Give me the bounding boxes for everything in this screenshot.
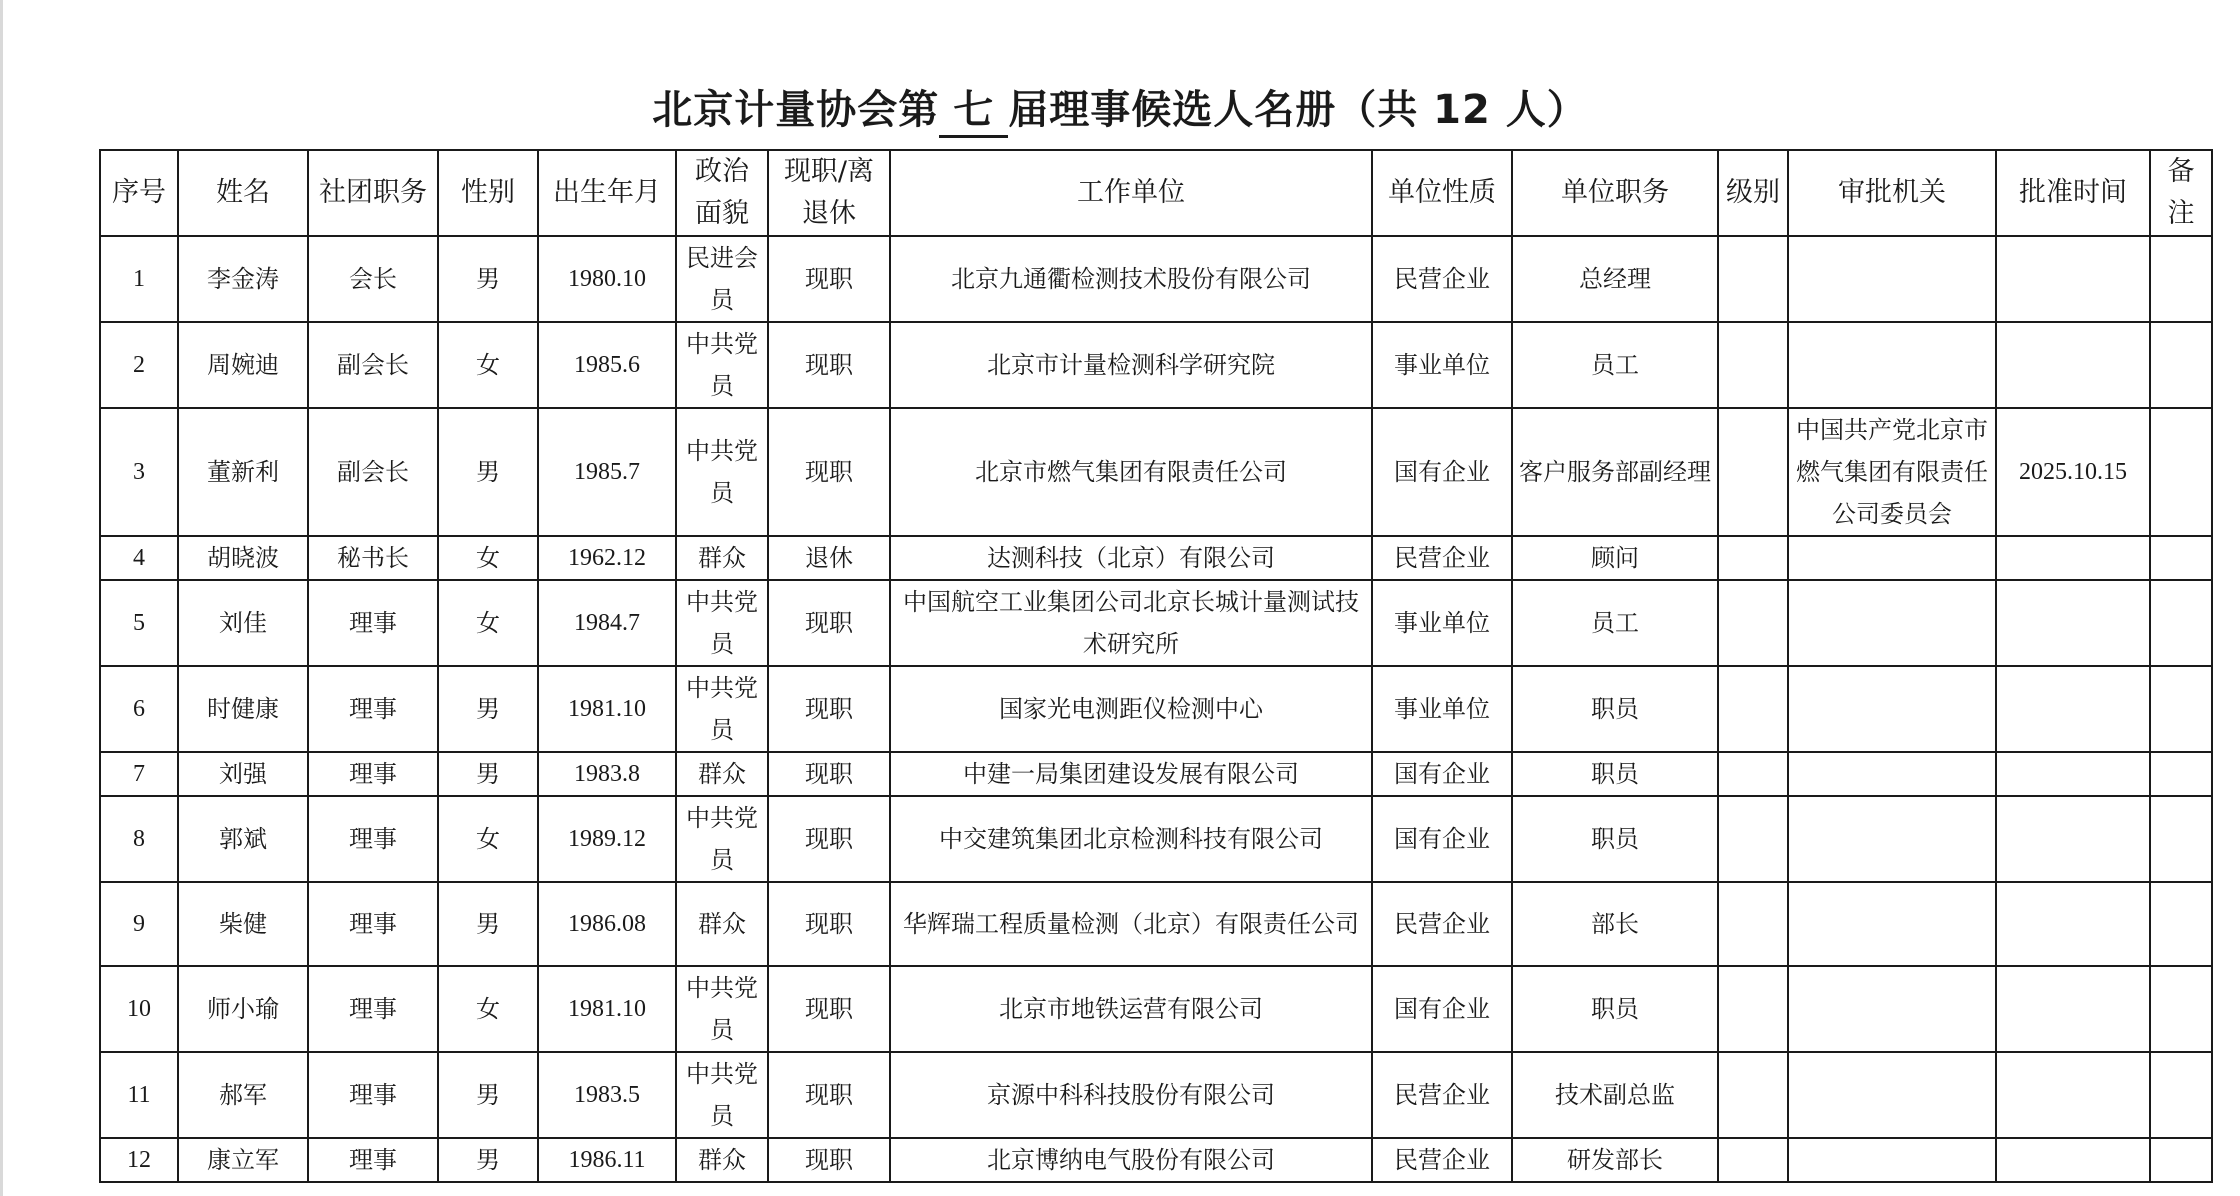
header-org-type: 单位性质 bbox=[1372, 150, 1512, 236]
cell-remarks bbox=[2150, 752, 2212, 796]
cell-role: 理事 bbox=[308, 580, 438, 666]
cell-org-type: 国有企业 bbox=[1372, 966, 1512, 1052]
header-seq: 序号 bbox=[100, 150, 178, 236]
cell-position: 技术副总监 bbox=[1512, 1052, 1718, 1138]
cell-level bbox=[1718, 408, 1788, 536]
cell-political: 中共党员 bbox=[676, 580, 768, 666]
cell-political: 群众 bbox=[676, 1138, 768, 1182]
cell-approval-date: 2025.10.15 bbox=[1996, 408, 2150, 536]
cell-level bbox=[1718, 1052, 1788, 1138]
cell-position: 客户服务部副经理 bbox=[1512, 408, 1718, 536]
cell-birth: 1989.12 bbox=[538, 796, 676, 882]
cell-seq: 7 bbox=[100, 752, 178, 796]
cell-name: 李金涛 bbox=[178, 236, 308, 322]
header-gender: 性别 bbox=[438, 150, 538, 236]
cell-status: 现职 bbox=[768, 752, 890, 796]
cell-role: 理事 bbox=[308, 1138, 438, 1182]
cell-political: 群众 bbox=[676, 752, 768, 796]
cell-seq: 3 bbox=[100, 408, 178, 536]
cell-birth: 1981.10 bbox=[538, 666, 676, 752]
cell-org-type: 民营企业 bbox=[1372, 1138, 1512, 1182]
cell-remarks bbox=[2150, 408, 2212, 536]
cell-approval-date bbox=[1996, 536, 2150, 580]
cell-birth: 1986.08 bbox=[538, 882, 676, 966]
table-row bbox=[100, 1052, 2212, 1138]
table-row bbox=[100, 1138, 2212, 1182]
header-remarks: 备注 bbox=[2150, 150, 2212, 236]
cell-employer: 北京博纳电气股份有限公司 bbox=[890, 1138, 1372, 1182]
cell-level bbox=[1718, 536, 1788, 580]
cell-approver bbox=[1788, 796, 1996, 882]
table-row bbox=[100, 666, 2212, 752]
cell-status: 现职 bbox=[768, 1052, 890, 1138]
cell-employer: 北京市计量检测科学研究院 bbox=[890, 322, 1372, 408]
cell-birth: 1980.10 bbox=[538, 236, 676, 322]
cell-position: 部长 bbox=[1512, 882, 1718, 966]
cell-name: 周婉迪 bbox=[178, 322, 308, 408]
cell-remarks bbox=[2150, 1052, 2212, 1138]
cell-org-type: 国有企业 bbox=[1372, 796, 1512, 882]
header-position: 单位职务 bbox=[1512, 150, 1718, 236]
cell-org-type: 国有企业 bbox=[1372, 408, 1512, 536]
cell-status: 现职 bbox=[768, 666, 890, 752]
table-row bbox=[100, 408, 2212, 536]
cell-approval-date bbox=[1996, 966, 2150, 1052]
cell-position: 职员 bbox=[1512, 966, 1718, 1052]
cell-org-type: 民营企业 bbox=[1372, 536, 1512, 580]
cell-birth: 1985.6 bbox=[538, 322, 676, 408]
cell-approval-date bbox=[1996, 796, 2150, 882]
cell-status: 现职 bbox=[768, 580, 890, 666]
document-title bbox=[0, 80, 2240, 140]
cell-remarks bbox=[2150, 322, 2212, 408]
cell-org-type: 事业单位 bbox=[1372, 322, 1512, 408]
cell-employer: 北京市地铁运营有限公司 bbox=[890, 966, 1372, 1052]
cell-seq: 12 bbox=[100, 1138, 178, 1182]
cell-approver bbox=[1788, 1138, 1996, 1182]
cell-status: 现职 bbox=[768, 1138, 890, 1182]
cell-remarks bbox=[2150, 236, 2212, 322]
cell-approver bbox=[1788, 966, 1996, 1052]
cell-seq: 5 bbox=[100, 580, 178, 666]
cell-status: 现职 bbox=[768, 966, 890, 1052]
cell-employer: 华辉瑞工程质量检测（北京）有限责任公司 bbox=[890, 882, 1372, 966]
table-row bbox=[100, 536, 2212, 580]
cell-name: 刘强 bbox=[178, 752, 308, 796]
cell-status: 退休 bbox=[768, 536, 890, 580]
header-political: 政治面貌 bbox=[676, 150, 768, 236]
cell-role: 理事 bbox=[308, 752, 438, 796]
cell-role: 理事 bbox=[308, 882, 438, 966]
cell-approver bbox=[1788, 1052, 1996, 1138]
cell-approval-date bbox=[1996, 1138, 2150, 1182]
cell-position: 员工 bbox=[1512, 322, 1718, 408]
cell-level bbox=[1718, 966, 1788, 1052]
cell-approver bbox=[1788, 580, 1996, 666]
cell-level bbox=[1718, 796, 1788, 882]
cell-remarks bbox=[2150, 580, 2212, 666]
cell-employer: 中交建筑集团北京检测科技有限公司 bbox=[890, 796, 1372, 882]
cell-position: 顾问 bbox=[1512, 536, 1718, 580]
cell-role: 理事 bbox=[308, 966, 438, 1052]
cell-role: 副会长 bbox=[308, 408, 438, 536]
cell-role: 副会长 bbox=[308, 322, 438, 408]
cell-political: 群众 bbox=[676, 882, 768, 966]
cell-gender: 男 bbox=[438, 1052, 538, 1138]
cell-position: 员工 bbox=[1512, 580, 1718, 666]
cell-employer: 北京市燃气集团有限责任公司 bbox=[890, 408, 1372, 536]
cell-approval-date bbox=[1996, 580, 2150, 666]
cell-name: 时健康 bbox=[178, 666, 308, 752]
cell-seq: 2 bbox=[100, 322, 178, 408]
cell-approval-date bbox=[1996, 236, 2150, 322]
cell-name: 胡晓波 bbox=[178, 536, 308, 580]
cell-approval-date bbox=[1996, 322, 2150, 408]
cell-seq: 10 bbox=[100, 966, 178, 1052]
cell-seq: 8 bbox=[100, 796, 178, 882]
cell-gender: 女 bbox=[438, 796, 538, 882]
header-approver: 审批机关 bbox=[1788, 150, 1996, 236]
header-level: 级别 bbox=[1718, 150, 1788, 236]
title-suffix: 届理事候选人名册（共 12 人） bbox=[1008, 87, 1588, 133]
cell-employer: 中国航空工业集团公司北京长城计量测试技术研究所 bbox=[890, 580, 1372, 666]
cell-gender: 男 bbox=[438, 408, 538, 536]
cell-remarks bbox=[2150, 536, 2212, 580]
cell-position: 职员 bbox=[1512, 752, 1718, 796]
cell-employer: 国家光电测距仪检测中心 bbox=[890, 666, 1372, 752]
cell-birth: 1981.10 bbox=[538, 966, 676, 1052]
header-name: 姓名 bbox=[178, 150, 308, 236]
cell-political: 民进会员 bbox=[676, 236, 768, 322]
cell-level bbox=[1718, 882, 1788, 966]
cell-org-type: 事业单位 bbox=[1372, 580, 1512, 666]
cell-gender: 男 bbox=[438, 882, 538, 966]
table-row bbox=[100, 882, 2212, 966]
cell-approval-date bbox=[1996, 752, 2150, 796]
cell-name: 康立军 bbox=[178, 1138, 308, 1182]
table-row bbox=[100, 580, 2212, 666]
header-approval-date: 批准时间 bbox=[1996, 150, 2150, 236]
cell-name: 柴健 bbox=[178, 882, 308, 966]
header-status: 现职/离退休 bbox=[768, 150, 890, 236]
header-birth: 出生年月 bbox=[538, 150, 676, 236]
cell-gender: 男 bbox=[438, 752, 538, 796]
cell-seq: 9 bbox=[100, 882, 178, 966]
cell-level bbox=[1718, 322, 1788, 408]
cell-birth: 1983.5 bbox=[538, 1052, 676, 1138]
cell-employer: 中建一局集团建设发展有限公司 bbox=[890, 752, 1372, 796]
cell-approver bbox=[1788, 752, 1996, 796]
cell-org-type: 事业单位 bbox=[1372, 666, 1512, 752]
cell-org-type: 民营企业 bbox=[1372, 882, 1512, 966]
cell-seq: 6 bbox=[100, 666, 178, 752]
cell-seq: 11 bbox=[100, 1052, 178, 1138]
table-body bbox=[100, 236, 2212, 1182]
cell-status: 现职 bbox=[768, 882, 890, 966]
cell-remarks bbox=[2150, 966, 2212, 1052]
cell-position: 职员 bbox=[1512, 666, 1718, 752]
cell-gender: 女 bbox=[438, 536, 538, 580]
cell-approver bbox=[1788, 666, 1996, 752]
cell-political: 群众 bbox=[676, 536, 768, 580]
cell-remarks bbox=[2150, 796, 2212, 882]
cell-gender: 男 bbox=[438, 1138, 538, 1182]
cell-level bbox=[1718, 1138, 1788, 1182]
cell-gender: 男 bbox=[438, 236, 538, 322]
cell-birth: 1985.7 bbox=[538, 408, 676, 536]
candidate-roster-table bbox=[99, 149, 2213, 1183]
cell-level bbox=[1718, 752, 1788, 796]
cell-position: 总经理 bbox=[1512, 236, 1718, 322]
table-row bbox=[100, 752, 2212, 796]
cell-position: 职员 bbox=[1512, 796, 1718, 882]
cell-org-type: 民营企业 bbox=[1372, 1052, 1512, 1138]
cell-approval-date bbox=[1996, 1052, 2150, 1138]
cell-org-type: 国有企业 bbox=[1372, 752, 1512, 796]
table-row bbox=[100, 322, 2212, 408]
cell-approval-date bbox=[1996, 666, 2150, 752]
cell-employer: 京源中科科技股份有限公司 bbox=[890, 1052, 1372, 1138]
cell-name: 董新利 bbox=[178, 408, 308, 536]
cell-employer: 达测科技（北京）有限公司 bbox=[890, 536, 1372, 580]
cell-seq: 4 bbox=[100, 536, 178, 580]
cell-status: 现职 bbox=[768, 408, 890, 536]
cell-gender: 女 bbox=[438, 322, 538, 408]
cell-approver bbox=[1788, 322, 1996, 408]
table-header-row bbox=[100, 150, 2212, 236]
cell-status: 现职 bbox=[768, 796, 890, 882]
header-role: 社团职务 bbox=[308, 150, 438, 236]
cell-level bbox=[1718, 236, 1788, 322]
cell-role: 理事 bbox=[308, 796, 438, 882]
cell-approver bbox=[1788, 536, 1996, 580]
cell-name: 郝军 bbox=[178, 1052, 308, 1138]
cell-birth: 1986.11 bbox=[538, 1138, 676, 1182]
cell-political: 中共党员 bbox=[676, 322, 768, 408]
cell-birth: 1983.8 bbox=[538, 752, 676, 796]
cell-org-type: 民营企业 bbox=[1372, 236, 1512, 322]
cell-political: 中共党员 bbox=[676, 1052, 768, 1138]
cell-name: 郭斌 bbox=[178, 796, 308, 882]
cell-role: 秘书长 bbox=[308, 536, 438, 580]
table-row bbox=[100, 236, 2212, 322]
cell-remarks bbox=[2150, 882, 2212, 966]
title-session-number: 七 bbox=[939, 85, 1008, 138]
title-prefix: 北京计量协会第 bbox=[652, 87, 940, 133]
cell-name: 师小瑜 bbox=[178, 966, 308, 1052]
cell-political: 中共党员 bbox=[676, 796, 768, 882]
cell-political: 中共党员 bbox=[676, 408, 768, 536]
cell-employer: 北京九通衢检测技术股份有限公司 bbox=[890, 236, 1372, 322]
table-row bbox=[100, 796, 2212, 882]
cell-approver: 中国共产党北京市燃气集团有限责任公司委员会 bbox=[1788, 408, 1996, 536]
page-edge bbox=[0, 0, 3, 1196]
cell-name: 刘佳 bbox=[178, 580, 308, 666]
table-row bbox=[100, 966, 2212, 1052]
cell-level bbox=[1718, 666, 1788, 752]
cell-level bbox=[1718, 580, 1788, 666]
cell-approver bbox=[1788, 236, 1996, 322]
cell-gender: 男 bbox=[438, 666, 538, 752]
cell-status: 现职 bbox=[768, 322, 890, 408]
cell-remarks bbox=[2150, 666, 2212, 752]
cell-remarks bbox=[2150, 1138, 2212, 1182]
cell-position: 研发部长 bbox=[1512, 1138, 1718, 1182]
header-employer: 工作单位 bbox=[890, 150, 1372, 236]
cell-political: 中共党员 bbox=[676, 666, 768, 752]
cell-political: 中共党员 bbox=[676, 966, 768, 1052]
cell-role: 理事 bbox=[308, 666, 438, 752]
cell-birth: 1962.12 bbox=[538, 536, 676, 580]
cell-gender: 女 bbox=[438, 580, 538, 666]
cell-gender: 女 bbox=[438, 966, 538, 1052]
cell-birth: 1984.7 bbox=[538, 580, 676, 666]
cell-approver bbox=[1788, 882, 1996, 966]
cell-role: 会长 bbox=[308, 236, 438, 322]
cell-seq: 1 bbox=[100, 236, 178, 322]
cell-status: 现职 bbox=[768, 236, 890, 322]
cell-role: 理事 bbox=[308, 1052, 438, 1138]
cell-approval-date bbox=[1996, 882, 2150, 966]
